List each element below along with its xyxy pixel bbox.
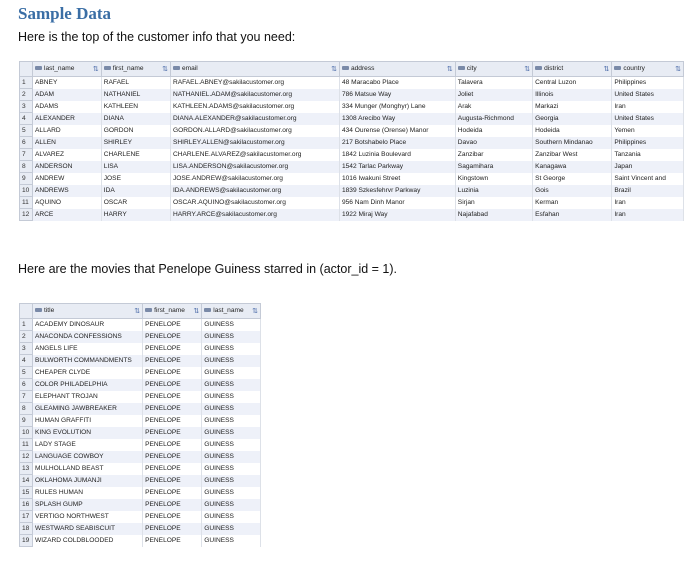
movie-cell-last-name[interactable]: GUINESS [202, 415, 261, 427]
movie-table-row[interactable] [20, 451, 261, 463]
customer-cell-address[interactable]: 334 Munger (Monghyr) Lane [339, 101, 455, 113]
movie-table-row[interactable] [20, 367, 261, 379]
movie-cell-title[interactable]: LADY STAGE [33, 439, 143, 451]
movie-cell-last-name[interactable]: GUINESS [202, 487, 261, 499]
customer-truncated-cell [612, 221, 684, 228]
movie-cell-title[interactable]: ELEPHANT TROJAN [33, 391, 143, 403]
column-type-icon [342, 66, 349, 70]
movie-row-number[interactable]: 2 [20, 331, 33, 343]
movie-cell-first-name[interactable]: PENELOPE [143, 343, 202, 355]
movie-results-grid [19, 303, 261, 547]
movie-row-number[interactable]: 8 [20, 403, 33, 415]
movie-table-row[interactable] [20, 511, 261, 523]
movie-cell-title[interactable]: BULWORTH COMMANDMENTS [33, 355, 143, 367]
customer-row-number[interactable]: 2 [20, 89, 33, 101]
movie-cell-title[interactable]: GLEAMING JAWBREAKER [33, 403, 143, 415]
customer-row-number[interactable]: 11 [20, 197, 33, 209]
customer-cell-email[interactable]: GORDON.ALLARD@sakilacustomer.org [170, 125, 339, 137]
customer-cell-district[interactable]: St George [533, 173, 612, 185]
column-type-icon [104, 66, 111, 70]
customer-cell-email[interactable]: IDA.ANDREWS@sakilacustomer.org [170, 185, 339, 197]
movie-column-header-title[interactable] [33, 304, 143, 319]
customer-cell-district[interactable]: Southern Mindanao [533, 137, 612, 149]
movie-cell-first-name[interactable]: PENELOPE [143, 427, 202, 439]
movie-cell-last-name[interactable]: GUINESS [202, 403, 261, 415]
sort-filter-icon[interactable]: ⇅ [92, 66, 99, 73]
movie-cell-title[interactable]: MULHOLLAND BEAST [33, 463, 143, 475]
customer-cell-city[interactable]: Sirjan [455, 197, 532, 209]
customer-cell-district[interactable]: Gois [533, 185, 612, 197]
customer-table-row[interactable] [20, 173, 684, 185]
customer-cell-district[interactable]: Hodeida [533, 125, 612, 137]
movie-cell-title[interactable]: ANACONDA CONFESSIONS [33, 331, 143, 343]
customer-cell-country[interactable]: Iran [612, 209, 684, 221]
customer-cell-first-name[interactable]: DIANA [101, 113, 170, 125]
movie-cell-last-name[interactable]: GUINESS [202, 319, 261, 331]
movie-corner-cell[interactable] [20, 304, 33, 319]
customer-header-row [20, 62, 684, 77]
customer-cell-district[interactable]: Central Luzon [533, 77, 612, 89]
customer-cell-country[interactable]: Tanzania [612, 149, 684, 161]
customer-table-row[interactable] [20, 185, 684, 197]
customer-cell-first-name[interactable]: OSCAR [101, 197, 170, 209]
column-type-icon [35, 308, 42, 312]
customer-column-header-district[interactable] [533, 62, 612, 77]
column-type-icon [173, 66, 180, 70]
customer-cell-country[interactable]: Iran [612, 101, 684, 113]
movie-row-number[interactable]: 10 [20, 427, 33, 439]
movie-cell-first-name[interactable]: PENELOPE [143, 439, 202, 451]
customer-cell-city[interactable]: Kingstown [455, 173, 532, 185]
movie-table-row[interactable] [20, 475, 261, 487]
customer-column-header-email[interactable] [170, 62, 339, 77]
movie-cell-last-name[interactable]: GUINESS [202, 523, 261, 535]
sort-filter-icon[interactable]: ⇅ [603, 66, 610, 73]
customer-cell-address[interactable]: 956 Nam Dinh Manor [339, 197, 455, 209]
customer-column-label: address [350, 65, 375, 72]
customer-cell-country[interactable]: Saint Vincent and [612, 173, 684, 185]
movie-cell-last-name[interactable]: GUINESS [202, 463, 261, 475]
customer-cell-country[interactable]: United States [612, 89, 684, 101]
column-type-icon [458, 66, 465, 70]
movie-table-row[interactable] [20, 439, 261, 451]
movie-row-number[interactable]: 6 [20, 379, 33, 391]
customer-row-number[interactable]: 4 [20, 113, 33, 125]
movie-table-row[interactable] [20, 415, 261, 427]
movie-row-number[interactable]: 19 [20, 535, 33, 547]
customer-row-number[interactable]: 5 [20, 125, 33, 137]
customer-column-label: city [466, 65, 477, 72]
customer-row-number[interactable]: 6 [20, 137, 33, 149]
movie-cell-last-name[interactable]: GUINESS [202, 391, 261, 403]
movie-intro-text: Here are the movies that Penelope Guiness starred in (actor_id = 1). [18, 262, 398, 276]
movie-table-row[interactable] [20, 487, 261, 499]
customer-cell-country[interactable]: United States [612, 113, 684, 125]
movie-cell-last-name[interactable]: GUINESS [202, 379, 261, 391]
customer-cell-city[interactable]: Joliet [455, 89, 532, 101]
customer-cell-last-name[interactable]: ANDREW [33, 173, 102, 185]
customer-table-row[interactable] [20, 101, 684, 113]
movie-cell-title[interactable]: WESTWARD SEABISCUIT [33, 523, 143, 535]
customer-truncated-cell [101, 221, 170, 228]
customer-truncated-cell [170, 221, 339, 228]
customer-cell-country[interactable]: Iran [612, 197, 684, 209]
movie-table-row[interactable] [20, 319, 261, 331]
customer-truncated-cell [533, 221, 612, 228]
customer-cell-first-name[interactable]: CHARLENE [101, 149, 170, 161]
customer-table-row[interactable] [20, 209, 684, 221]
movie-table-row[interactable] [20, 391, 261, 403]
customer-table-row[interactable] [20, 125, 684, 137]
customer-results-grid [19, 61, 684, 227]
customer-cell-city[interactable]: Sagamihara [455, 161, 532, 173]
movie-cell-title[interactable]: HUMAN GRAFFITI [33, 415, 143, 427]
movie-cell-first-name[interactable]: PENELOPE [143, 511, 202, 523]
movie-cell-last-name[interactable]: GUINESS [202, 331, 261, 343]
customer-row-number[interactable]: 3 [20, 101, 33, 113]
customer-table-row[interactable] [20, 149, 684, 161]
customer-row-number[interactable]: 9 [20, 173, 33, 185]
customer-truncated-cell [455, 221, 532, 228]
customer-table-row[interactable] [20, 77, 684, 89]
customer-cell-address[interactable]: 1016 Iwakuni Street [339, 173, 455, 185]
customer-cell-country[interactable]: Brazil [612, 185, 684, 197]
movie-cell-title[interactable]: RULES HUMAN [33, 487, 143, 499]
movie-cell-first-name[interactable]: PENELOPE [143, 487, 202, 499]
customer-cell-first-name[interactable]: IDA [101, 185, 170, 197]
customer-column-header-first-name[interactable] [101, 62, 170, 77]
movie-cell-title[interactable]: ANGELS LIFE [33, 343, 143, 355]
customer-intro-text: Here is the top of the customer info that you need: [18, 30, 296, 44]
movie-table-row[interactable] [20, 427, 261, 439]
movie-table-row[interactable] [20, 331, 261, 343]
customer-cell-email[interactable]: HARRY.ARCE@sakilacustomer.org [170, 209, 339, 221]
movie-cell-last-name[interactable]: GUINESS [202, 367, 261, 379]
customer-cell-email[interactable]: JOSE.ANDREW@sakilacustomer.org [170, 173, 339, 185]
movie-cell-last-name[interactable]: GUINESS [202, 475, 261, 487]
customer-cell-last-name[interactable]: ADAMS [33, 101, 102, 113]
customer-cell-city[interactable]: Najafabad [455, 209, 532, 221]
movie-column-header-first-name[interactable] [143, 304, 202, 319]
customer-truncated-cell [33, 221, 102, 228]
customer-cell-country[interactable]: Japan [612, 161, 684, 173]
sort-filter-icon[interactable]: ⇅ [193, 308, 200, 315]
customer-truncated-cell [20, 221, 33, 228]
movie-cell-last-name[interactable]: GUINESS [202, 535, 261, 547]
customer-cell-city[interactable]: Augusta-Richmond [455, 113, 532, 125]
movie-row-number[interactable]: 5 [20, 367, 33, 379]
heading-sample-data: Sample Data [18, 4, 112, 23]
customer-cell-first-name[interactable]: SHIRLEY [101, 137, 170, 149]
customer-truncated-row [20, 221, 684, 228]
movie-cell-first-name[interactable]: PENELOPE [143, 451, 202, 463]
customer-cell-last-name[interactable]: ARCE [33, 209, 102, 221]
customer-cell-address[interactable]: 48 Maracabo Place [339, 77, 455, 89]
customer-cell-address[interactable]: 1922 Miraj Way [339, 209, 455, 221]
movie-table-row[interactable] [20, 463, 261, 475]
movie-row-number[interactable]: 1 [20, 319, 33, 331]
customer-cell-email[interactable]: NATHANIEL.ADAM@sakilacustomer.org [170, 89, 339, 101]
column-type-icon [145, 308, 152, 312]
movie-cell-title[interactable]: OKLAHOMA JUMANJI [33, 475, 143, 487]
customer-column-label: first_name [112, 65, 144, 72]
movie-cell-title[interactable]: VERTIGO NORTHWEST [33, 511, 143, 523]
customer-table-row[interactable] [20, 161, 684, 173]
movie-column-header-last-name[interactable] [202, 304, 261, 319]
movie-row-number[interactable]: 13 [20, 463, 33, 475]
movie-row-number[interactable]: 11 [20, 439, 33, 451]
movie-column-label: title [44, 307, 55, 314]
movie-cell-title[interactable]: WIZARD COLDBLOODED [33, 535, 143, 547]
customer-cell-email[interactable]: LISA.ANDERSON@sakilacustomer.org [170, 161, 339, 173]
column-type-icon [535, 66, 542, 70]
customer-cell-district[interactable]: Georgia [533, 113, 612, 125]
movie-cell-title[interactable]: ACADEMY DINOSAUR [33, 319, 143, 331]
movie-cell-first-name[interactable]: PENELOPE [143, 379, 202, 391]
column-type-icon [35, 66, 42, 70]
customer-column-label: last_name [44, 65, 75, 72]
customer-cell-city[interactable]: Arak [455, 101, 532, 113]
movie-cell-first-name[interactable]: PENELOPE [143, 499, 202, 511]
customer-cell-first-name[interactable]: JOSE [101, 173, 170, 185]
movie-cell-title[interactable]: SPLASH GUMP [33, 499, 143, 511]
customer-cell-last-name[interactable]: ALEXANDER [33, 113, 102, 125]
customer-cell-last-name[interactable]: ANDREWS [33, 185, 102, 197]
customer-cell-last-name[interactable]: ANDERSON [33, 161, 102, 173]
movie-row-number[interactable]: 14 [20, 475, 33, 487]
movie-cell-first-name[interactable]: PENELOPE [143, 403, 202, 415]
sort-filter-icon[interactable]: ⇅ [524, 66, 531, 73]
customer-column-header-country[interactable] [612, 62, 684, 77]
customer-column-label: district [544, 65, 564, 72]
customer-column-header-last-name[interactable] [33, 62, 102, 77]
movie-column-label: last_name [213, 307, 244, 314]
movie-cell-last-name[interactable]: GUINESS [202, 451, 261, 463]
customer-row-number[interactable]: 10 [20, 185, 33, 197]
movie-row-number[interactable]: 18 [20, 523, 33, 535]
movie-row-number[interactable]: 17 [20, 511, 33, 523]
movie-cell-last-name[interactable]: GUINESS [202, 343, 261, 355]
movie-column-label: first_name [154, 307, 185, 314]
movie-table-row[interactable] [20, 499, 261, 511]
customer-cell-first-name[interactable]: NATHANIEL [101, 89, 170, 101]
movie-cell-first-name[interactable]: PENELOPE [143, 355, 202, 367]
customer-cell-first-name[interactable]: LISA [101, 161, 170, 173]
sort-filter-icon[interactable]: ⇅ [134, 308, 141, 315]
customer-cell-address[interactable]: 1308 Arecibo Way [339, 113, 455, 125]
customer-cell-city[interactable]: Hodeida [455, 125, 532, 137]
customer-row-number[interactable]: 8 [20, 161, 33, 173]
movie-cell-title[interactable]: KING EVOLUTION [33, 427, 143, 439]
sort-filter-icon[interactable]: ⇅ [675, 66, 681, 73]
sort-filter-icon[interactable]: ⇅ [446, 66, 453, 73]
customer-cell-email[interactable]: DIANA.ALEXANDER@sakilacustomer.org [170, 113, 339, 125]
movie-cell-last-name[interactable]: GUINESS [202, 427, 261, 439]
movie-cell-first-name[interactable]: PENELOPE [143, 319, 202, 331]
column-type-icon [204, 308, 211, 312]
movie-row-number[interactable]: 12 [20, 451, 33, 463]
customer-cell-district[interactable]: Illinois [533, 89, 612, 101]
movie-table-row[interactable] [20, 379, 261, 391]
customer-row-number[interactable]: 12 [20, 209, 33, 221]
customer-cell-address[interactable]: 1542 Tarlac Parkway [339, 161, 455, 173]
sort-filter-icon[interactable]: ⇅ [162, 66, 168, 73]
movie-cell-first-name[interactable]: PENELOPE [143, 331, 202, 343]
customer-cell-email[interactable]: CHARLENE.ALVAREZ@sakilacustomer.org [170, 149, 339, 161]
customer-cell-city[interactable]: Talavera [455, 77, 532, 89]
customer-cell-last-name[interactable]: ALLARD [33, 125, 102, 137]
movie-table-row[interactable] [20, 535, 261, 547]
movie-cell-last-name[interactable]: GUINESS [202, 499, 261, 511]
movie-table-row[interactable] [20, 343, 261, 355]
customer-table-row[interactable] [20, 197, 684, 209]
movie-cell-first-name[interactable]: PENELOPE [143, 523, 202, 535]
customer-cell-email[interactable]: SHIRLEY.ALLEN@sakilacustomer.org [170, 137, 339, 149]
customer-corner-cell[interactable] [20, 62, 33, 77]
movie-row-number[interactable]: 16 [20, 499, 33, 511]
movie-cell-first-name[interactable]: PENELOPE [143, 463, 202, 475]
customer-cell-country[interactable]: Philippines [612, 77, 684, 89]
movie-table-row[interactable] [20, 523, 261, 535]
customer-cell-address[interactable]: 786 Matsue Way [339, 89, 455, 101]
customer-cell-address[interactable]: 1839 Szkesfehrvr Parkway [339, 185, 455, 197]
movie-cell-last-name[interactable]: GUINESS [202, 439, 261, 451]
customer-row-number[interactable]: 1 [20, 77, 33, 89]
sort-filter-icon[interactable]: ⇅ [331, 66, 337, 73]
customer-cell-email[interactable]: OSCAR.AQUINO@sakilacustomer.org [170, 197, 339, 209]
movie-cell-first-name[interactable]: PENELOPE [143, 367, 202, 379]
customer-table-row[interactable] [20, 89, 684, 101]
sort-filter-icon[interactable]: ⇅ [252, 308, 258, 315]
customer-cell-first-name[interactable]: RAFAEL [101, 77, 170, 89]
customer-cell-last-name[interactable]: ABNEY [33, 77, 102, 89]
movie-row-number[interactable]: 3 [20, 343, 33, 355]
movie-cell-title[interactable]: LANGUAGE COWBOY [33, 451, 143, 463]
movie-cell-first-name[interactable]: PENELOPE [143, 535, 202, 547]
customer-cell-last-name[interactable]: AQUINO [33, 197, 102, 209]
customer-cell-address[interactable]: 434 Ourense (Orense) Manor [339, 125, 455, 137]
customer-cell-district[interactable]: Esfahan [533, 209, 612, 221]
movie-cell-last-name[interactable]: GUINESS [202, 355, 261, 367]
movie-cell-first-name[interactable]: PENELOPE [143, 475, 202, 487]
movie-cell-last-name[interactable]: GUINESS [202, 511, 261, 523]
movie-cell-first-name[interactable]: PENELOPE [143, 391, 202, 403]
movie-table-row[interactable] [20, 355, 261, 367]
customer-cell-address[interactable]: 1842 Luzinia Boulevard [339, 149, 455, 161]
customer-column-label: country [623, 65, 645, 72]
customer-cell-address[interactable]: 217 Botshabelo Place [339, 137, 455, 149]
customer-table-row[interactable] [20, 137, 684, 149]
customer-cell-district[interactable]: Zanzibar West [533, 149, 612, 161]
customer-cell-city[interactable]: Davao [455, 137, 532, 149]
customer-column-label: email [181, 65, 198, 72]
movie-row-number[interactable]: 9 [20, 415, 33, 427]
customer-cell-city[interactable]: Zanzibar [455, 149, 532, 161]
movie-cell-title[interactable]: CHEAPER CLYDE [33, 367, 143, 379]
customer-cell-country[interactable]: Philippines [612, 137, 684, 149]
customer-row-number[interactable]: 7 [20, 149, 33, 161]
customer-cell-first-name[interactable]: HARRY [101, 209, 170, 221]
customer-cell-district[interactable]: Kanagawa [533, 161, 612, 173]
movie-row-number[interactable]: 15 [20, 487, 33, 499]
customer-cell-city[interactable]: Luzinia [455, 185, 532, 197]
customer-column-header-address[interactable] [339, 62, 455, 77]
customer-cell-last-name[interactable]: ADAM [33, 89, 102, 101]
customer-cell-last-name[interactable]: ALLEN [33, 137, 102, 149]
customer-cell-district[interactable]: Kerman [533, 197, 612, 209]
customer-table-row[interactable] [20, 113, 684, 125]
customer-cell-first-name[interactable]: GORDON [101, 125, 170, 137]
customer-cell-email[interactable]: RAFAEL.ABNEY@sakilacustomer.org [170, 77, 339, 89]
customer-cell-country[interactable]: Yemen [612, 125, 684, 137]
column-type-icon [614, 66, 621, 70]
movie-cell-first-name[interactable]: PENELOPE [143, 415, 202, 427]
movie-row-number[interactable]: 7 [20, 391, 33, 403]
customer-cell-last-name[interactable]: ALVAREZ [33, 149, 102, 161]
customer-cell-email[interactable]: KATHLEEN.ADAMS@sakilacustomer.org [170, 101, 339, 113]
movie-header-row [20, 304, 261, 319]
customer-truncated-cell [339, 221, 455, 228]
customer-cell-first-name[interactable]: KATHLEEN [101, 101, 170, 113]
customer-column-header-city[interactable] [455, 62, 532, 77]
movie-row-number[interactable]: 4 [20, 355, 33, 367]
movie-cell-title[interactable]: COLOR PHILADELPHIA [33, 379, 143, 391]
customer-cell-district[interactable]: Markazi [533, 101, 612, 113]
movie-table-row[interactable] [20, 403, 261, 415]
